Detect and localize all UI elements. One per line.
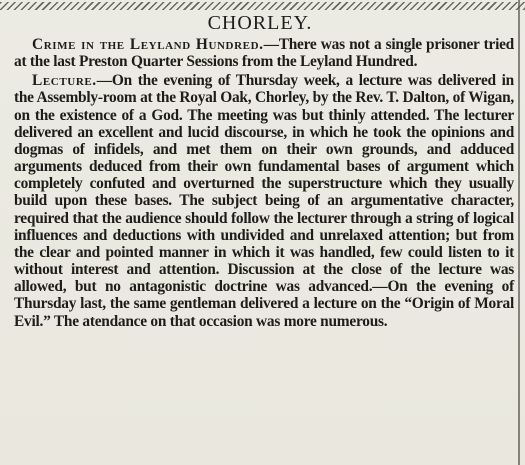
paragraph-text: —There was not a single prisoner tried at the last Preston Quarter Sessions from the Leyland Hundred.: [14, 36, 514, 71]
paragraph-text: —On the evening of Thursday week, a lecture was delivered in the Assembly-room at the Royal Oak, Chorley, by the Rev. T. Dalton, of Wigan, on the existence of a God. The meeting was but thinly attended. The lecturer delivered an excellent and lucid discourse, in which he took the opinions and dogmas of infidels, and met them on their own grounds, and adduced arguments deduced from their own fundamental bases of argument which completely confuted and overturned the superstructure which they usually build upon these bases. The subject being of an argumentative character, required that the audience should follow the lecturer through a string of logical influences and deductions with undivided and unrelaxed attention; but from the clear and pointed manner in which it was handled, few could listen to it without interest and attention. Discussion at the close of the lecture was allowed, but no antagonistic doctrine was advanced.—On the evening of Thursday last, the same gentleman delivered a lecture on the “Origin of Moral Evil.” The atendance on that occasion was more numerous.: [14, 72, 514, 330]
paragraph-lecture: [14, 72, 514, 329]
paragraph-rubric: Lecture.: [32, 72, 97, 90]
paragraph-rubric: Crime in the Leyland Hundred.: [32, 36, 264, 53]
column-rule: [518, 0, 520, 465]
top-rule: [0, 2, 525, 10]
article-body: [14, 36, 514, 330]
paragraph-crime: [14, 36, 514, 70]
section-heading: CHORLEY.: [207, 12, 313, 34]
